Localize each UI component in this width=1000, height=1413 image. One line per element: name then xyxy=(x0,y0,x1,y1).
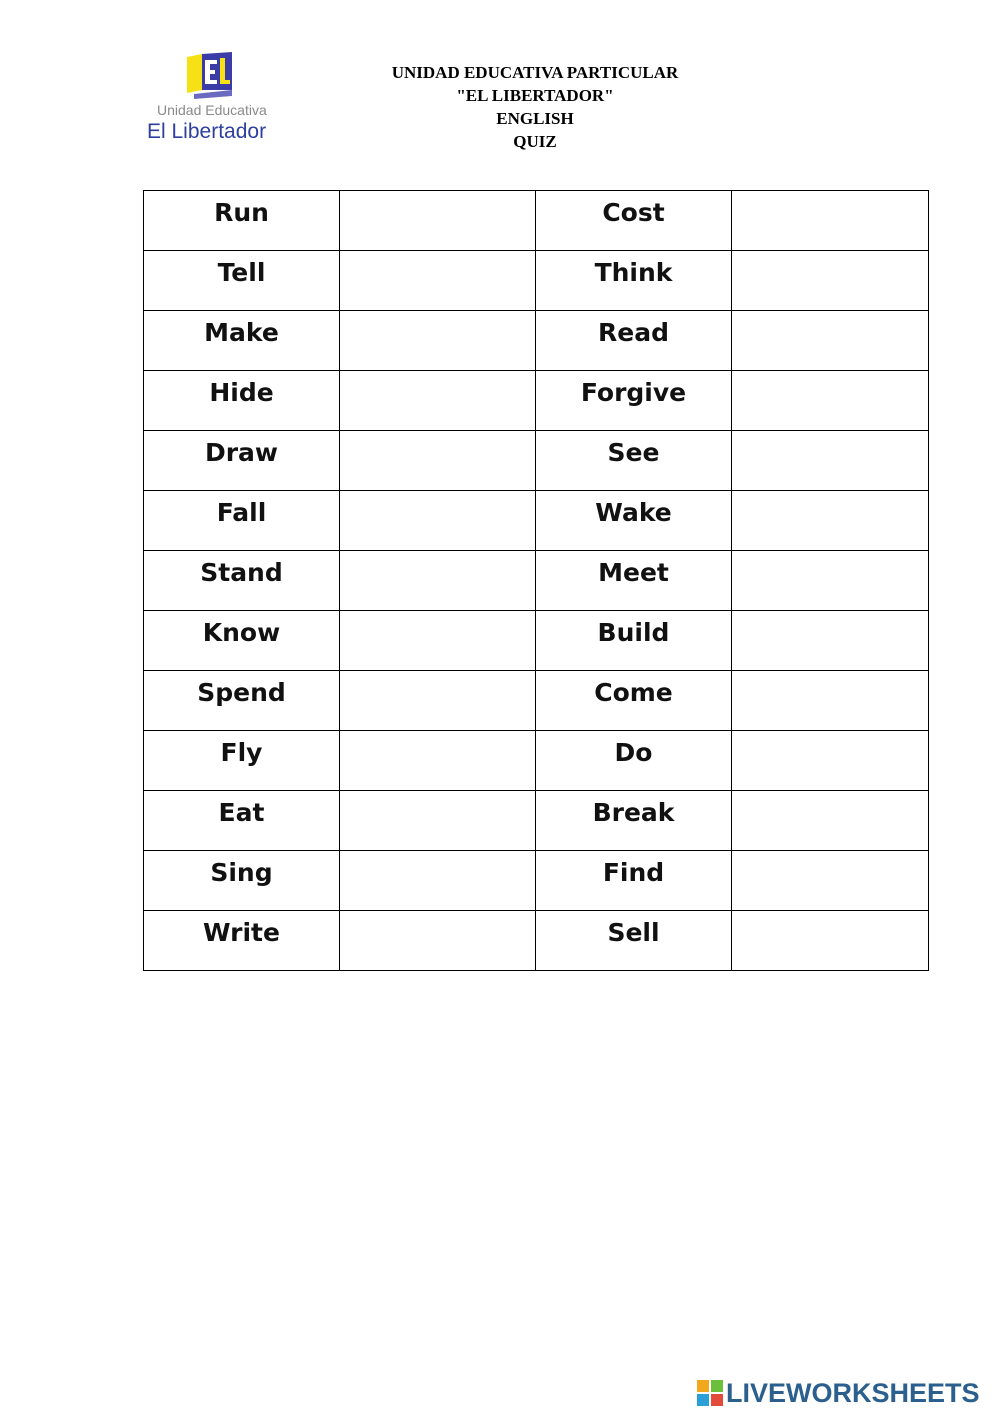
verb-right: Break xyxy=(536,791,732,851)
verb-left: Know xyxy=(144,611,340,671)
verb-right: Sell xyxy=(536,911,732,971)
answer-cell-left[interactable] xyxy=(340,311,536,371)
answer-cell-right[interactable] xyxy=(732,311,929,371)
verb-right: Do xyxy=(536,731,732,791)
book-logo-icon xyxy=(140,50,280,110)
answer-cell-right[interactable] xyxy=(732,551,929,611)
verb-right: Build xyxy=(536,611,732,671)
verb-left: Stand xyxy=(144,551,340,611)
verb-left: Eat xyxy=(144,791,340,851)
table-row xyxy=(144,851,929,911)
table-row xyxy=(144,611,929,671)
answer-cell-left[interactable] xyxy=(340,251,536,311)
table-row xyxy=(144,491,929,551)
verb-right: Read xyxy=(536,311,732,371)
table-row xyxy=(144,671,929,731)
answer-cell-left[interactable] xyxy=(340,191,536,251)
footer-brand xyxy=(697,1376,980,1410)
verb-left: Spend xyxy=(144,671,340,731)
verb-left: Sing xyxy=(144,851,340,911)
answer-cell-left[interactable] xyxy=(340,431,536,491)
table-row xyxy=(144,251,929,311)
answer-cell-left[interactable] xyxy=(340,551,536,611)
answer-cell-left[interactable] xyxy=(340,851,536,911)
answer-cell-right[interactable] xyxy=(732,911,929,971)
answer-cell-right[interactable] xyxy=(732,431,929,491)
answer-cell-right[interactable] xyxy=(732,851,929,911)
verb-left: Fly xyxy=(144,731,340,791)
verb-left: Run xyxy=(144,191,340,251)
verb-right: Forgive xyxy=(536,371,732,431)
school-type: UNIDAD EDUCATIVA PARTICULAR xyxy=(391,63,679,82)
verb-right: Meet xyxy=(536,551,732,611)
answer-cell-right[interactable] xyxy=(732,251,929,311)
answer-cell-left[interactable] xyxy=(340,671,536,731)
verb-left: Hide xyxy=(144,371,340,431)
school-logo xyxy=(140,50,280,150)
school-name: "EL LIBERTADOR" xyxy=(456,86,614,105)
verb-right: Think xyxy=(536,251,732,311)
verb-right: Cost xyxy=(536,191,732,251)
document-header xyxy=(335,61,735,153)
answer-cell-right[interactable] xyxy=(732,491,929,551)
table-row xyxy=(144,731,929,791)
answer-cell-left[interactable] xyxy=(340,911,536,971)
answer-cell-right[interactable] xyxy=(732,191,929,251)
answer-cell-left[interactable] xyxy=(340,731,536,791)
logo-title: El Libertador xyxy=(147,120,267,143)
document-type: QUIZ xyxy=(513,132,557,151)
verb-right: Come xyxy=(536,671,732,731)
answer-cell-right[interactable] xyxy=(732,731,929,791)
answer-cell-left[interactable] xyxy=(340,491,536,551)
table-row xyxy=(144,371,929,431)
answer-cell-right[interactable] xyxy=(732,611,929,671)
table-row xyxy=(144,551,929,611)
subject: ENGLISH xyxy=(496,109,574,128)
verb-table-body xyxy=(144,191,929,971)
liveworksheets-logo-icon xyxy=(697,1380,723,1406)
verb-left: Draw xyxy=(144,431,340,491)
logo-subtitle: Unidad Educativa xyxy=(157,102,267,118)
table-row xyxy=(144,791,929,851)
table-row xyxy=(144,431,929,491)
answer-cell-right[interactable] xyxy=(732,671,929,731)
table-row xyxy=(144,191,929,251)
answer-cell-right[interactable] xyxy=(732,371,929,431)
verb-right: Find xyxy=(536,851,732,911)
verb-right: See xyxy=(536,431,732,491)
answer-cell-left[interactable] xyxy=(340,791,536,851)
table-row xyxy=(144,911,929,971)
answer-cell-left[interactable] xyxy=(340,611,536,671)
verb-right: Wake xyxy=(536,491,732,551)
verb-left: Tell xyxy=(144,251,340,311)
answer-cell-left[interactable] xyxy=(340,371,536,431)
answer-cell-right[interactable] xyxy=(732,791,929,851)
verb-left: Make xyxy=(144,311,340,371)
table-row xyxy=(144,311,929,371)
verb-left: Write xyxy=(144,911,340,971)
footer-brand-text: LIVEWORKSHEETS xyxy=(726,1377,980,1408)
verb-left: Fall xyxy=(144,491,340,551)
verb-table xyxy=(143,190,929,971)
